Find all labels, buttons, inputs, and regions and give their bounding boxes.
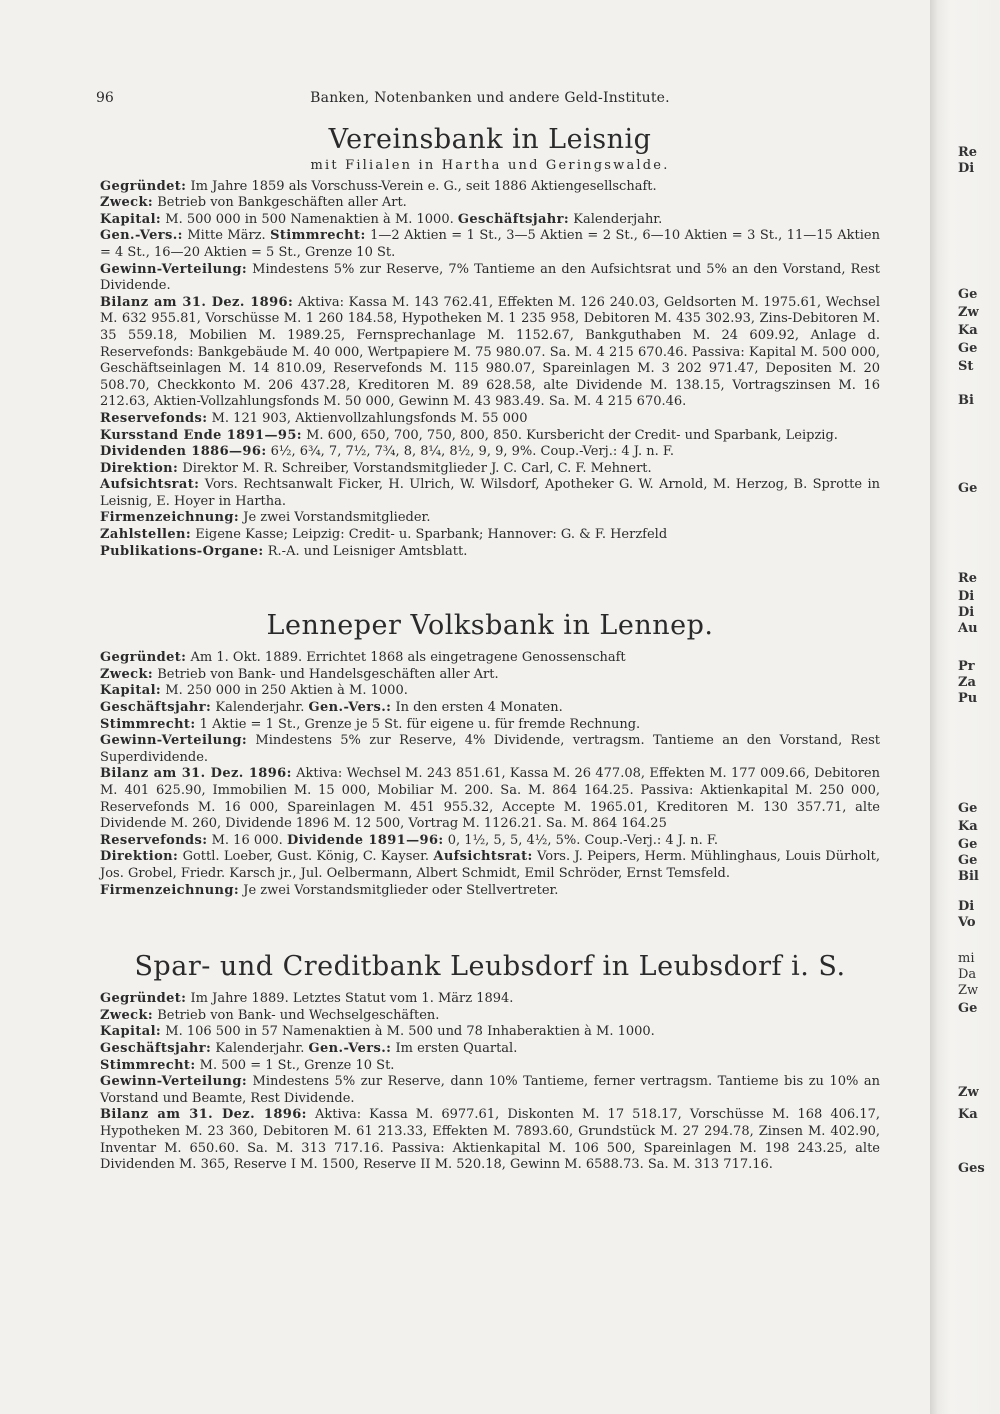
page-body	[96, 90, 880, 1174]
entry-label: Dividenden 1886—96:	[100, 444, 267, 460]
entry-label: Reservefonds:	[100, 832, 208, 848]
entry-label: Gegründet:	[100, 991, 187, 1007]
margin-fragment: Re	[958, 571, 978, 586]
entry-text: Kalenderjahr.	[569, 211, 663, 227]
entry	[100, 527, 880, 544]
entry	[100, 179, 880, 196]
margin-fragment: Au	[958, 621, 978, 636]
firm-title: Lenneper Volksbank in Lennep.	[266, 610, 714, 642]
entry	[100, 833, 880, 850]
margin-fragment: Di	[958, 899, 975, 914]
entry-text: 1—2 Aktien = 1 St., 3—5 Aktien = 2 St., 6—10 Aktien = 3 St., 11—15 Aktien = 4 St., 16—20 Aktien = 5 St., Grenze 10 St.	[100, 228, 880, 260]
entry-label: Bilanz am 31. Dez. 1896:	[100, 1107, 307, 1123]
entry-label: Aufsichtsrat:	[433, 849, 533, 865]
margin-fragment: Ge	[958, 341, 978, 356]
entry-text: Kalenderjahr.	[211, 1040, 309, 1056]
entry-text: Mindestens 5% zur Reserve, 4% Dividende, vertragsm. Tantieme an den Vorstand, Rest Superdividende.	[100, 733, 880, 765]
entry-label: Kapital:	[100, 683, 162, 699]
margin-fragment: Ge	[958, 287, 978, 302]
entry-label: Dividende 1891—96:	[286, 832, 444, 848]
margin-fragment: Ge	[958, 481, 978, 496]
entry-text: Im Jahre 1889. Letztes Statut vom 1. März 1894.	[186, 991, 514, 1007]
entry	[100, 295, 880, 411]
entry	[100, 700, 880, 717]
entry-label: Geschäftsjahr:	[457, 211, 570, 227]
entry-text: In den ersten 4 Monaten.	[391, 700, 563, 716]
entry-label: Zweck:	[100, 1007, 154, 1023]
running-title: Banken, Notenbanken und andere Geld-Institute.	[310, 90, 670, 106]
entry-label: Direktion:	[100, 849, 179, 865]
margin-fragment: Ge	[958, 1001, 978, 1016]
margin-fragment: Di	[958, 605, 975, 620]
firm-section	[100, 951, 880, 1174]
entry-text: Mitte März.	[182, 228, 271, 244]
entry-label: Gewinn-Verteilung:	[100, 1074, 248, 1090]
entry-text: M. 250 000 in 250 Aktien à M. 1000.	[161, 683, 408, 699]
entry-text: Betrieb von Bankgeschäften aller Art.	[153, 195, 407, 211]
entry-text: Aktiva: Wechsel M. 243 851.61, Kassa M. 26 477.08, Effekten M. 177 009.66, Debitoren M. 401 625.90, Immobilien M. 15 000, Mobiliar M. 200. Sa. M. 864 164.25. Passiva: Aktienkapital M. 250 000, Reservefonds M. 16 000, Spareinlagen M. 451 955.32, Accepte M. 1965.01, Kreditoren M. 130 357.71, alte Dividende M. 260, Dividende 1896 M. 12 500, Vortrag M. 1126.21. Sa. M. 864 164.25	[100, 766, 880, 832]
margin-fragment: Vo	[958, 915, 976, 930]
entry	[100, 411, 880, 428]
entry	[100, 195, 880, 212]
entry-text: Je zwei Vorstandsmitglieder.	[239, 510, 431, 526]
entry	[100, 1008, 880, 1025]
entry	[100, 1074, 880, 1107]
entry-label: Gewinn-Verteilung:	[100, 261, 248, 277]
entry	[100, 717, 880, 734]
entry	[100, 991, 880, 1008]
adjacent-page-fragments	[955, 0, 1000, 1414]
entry-label: Zweck:	[100, 195, 154, 211]
margin-fragment: mi	[958, 951, 975, 966]
entry	[100, 849, 880, 882]
entry-label: Kapital:	[100, 211, 162, 227]
running-head	[96, 90, 880, 112]
entry-label: Stimmrecht:	[100, 1057, 196, 1073]
entry-text: Im ersten Quartal.	[391, 1040, 518, 1056]
entry	[100, 477, 880, 510]
entry-text: Im Jahre 1859 als Vorschuss-Verein e. G., seit 1886 Aktiengesellschaft.	[186, 178, 657, 194]
entry-label: Stimmrecht:	[270, 228, 366, 244]
entry-label: Gen.-Vers.:	[308, 700, 392, 716]
entry-label: Gen.-Vers.:	[308, 1040, 392, 1056]
entry	[100, 883, 880, 900]
entry-label: Stimmrecht:	[100, 716, 196, 732]
margin-fragment: Zw	[958, 983, 979, 998]
entry	[100, 1041, 880, 1058]
entry-text: M. 16 000.	[207, 832, 287, 848]
entry-label: Gegründet:	[100, 178, 187, 194]
entry-text: Eigene Kasse; Leipzig: Credit- u. Sparbank; Hannover: G. & F. Herzfeld	[191, 527, 668, 543]
entry	[100, 667, 880, 684]
margin-fragment: Da	[958, 967, 977, 982]
entry-text: Gottl. Loeber, Gust. König, C. Kayser.	[178, 849, 434, 865]
entry-text: Mindestens 5% zur Reserve, 7% Tantieme an den Aufsichtsrat und 5% an den Vorstand, Rest Dividende.	[100, 261, 880, 294]
margin-fragment: St	[958, 359, 974, 374]
entry-text: Direktor M. R. Schreiber, Vorstandsmitglieder J. C. Carl, C. F. Mehnert.	[178, 460, 652, 476]
entry-text: R.-A. und Leisniger Amtsblatt.	[263, 543, 468, 559]
entry-text: M. 500 = 1 St., Grenze 10 St.	[195, 1057, 395, 1073]
margin-fragment: Ges	[958, 1161, 985, 1176]
entry-text: Vors. J. Peipers, Herm. Mühlinghaus, Louis Dürholt, Jos. Grobel, Friedr. Karsch jr., Jul. Oelbermann, Albert Schmidt, Emil Schröder, Ernst Temsfeld.	[100, 849, 880, 881]
entry-text: M. 121 903, Aktienvollzahlungsfonds M. 55 000	[207, 410, 528, 426]
firm-section	[100, 610, 880, 899]
entry	[100, 1024, 880, 1041]
entry-text: Aktiva: Kassa M. 6977.61, Diskonten M. 17 518.17, Vorschüsse M. 168 406.17, Hypotheken M. 23 360, Debitoren M. 61 213.33, Effekten M. 7893.60, Grundstück M. 27 294.78, Zinsen M. 402.90, Inventar M. 650.60. Sa. M. 313 717.16. Passiva: Aktienkapital M. 106 500, Spareinlagen M. 198 243.25, alte Dividenden M. 365, Reserve I M. 1500, Reserve II M. 520.18, Gewinn M. 6588.73. Sa. M. 313 717.16.	[100, 1107, 880, 1173]
entry-label: Kapital:	[100, 1024, 162, 1040]
firm-subtitle: mit Filialen in Hartha und Geringswalde.	[310, 158, 670, 173]
margin-fragment: Ka	[958, 819, 978, 834]
firm-title: Vereinsbank in Leisnig	[328, 124, 652, 155]
entry-text: M. 106 500 in 57 Namenaktien à M. 500 und 78 Inhaberaktien à M. 1000.	[161, 1024, 655, 1040]
entry-label: Geschäftsjahr:	[100, 1040, 212, 1056]
entry-label: Gewinn-Verteilung:	[100, 733, 248, 749]
entry	[100, 510, 880, 527]
entry-text: Betrieb von Bank- und Handelsgeschäften aller Art.	[153, 666, 499, 682]
entry-label: Firmenzeichnung:	[100, 882, 240, 898]
entry	[100, 544, 880, 561]
margin-fragment: Ge	[958, 853, 978, 868]
entry-label: Direktion:	[100, 460, 179, 476]
entry	[100, 683, 880, 700]
section-gap	[100, 560, 880, 598]
entry-label: Kursstand Ende 1891—95:	[100, 427, 302, 443]
margin-fragment: Za	[958, 675, 976, 690]
margin-fragment: Ge	[958, 801, 978, 816]
entry	[100, 262, 880, 295]
margin-fragment: Pr	[958, 659, 975, 674]
entry	[100, 228, 880, 261]
entry-text: 6½, 6¾, 7, 7½, 7¾, 8, 8¼, 8½, 9, 9, 9%. Coup.-Verj.: 4 J. n. F.	[266, 444, 674, 460]
entry-text: Vors. Rechtsanwalt Ficker, H. Ulrich, W. Wilsdorf, Apotheker G. W. Arnold, M. Herzog, B. Sprotte in Leisnig, E. Hoyer in Hartha.	[100, 477, 880, 509]
entry	[100, 766, 880, 832]
firm-sections	[100, 124, 880, 1174]
entry	[100, 461, 880, 478]
entry-label: Zahlstellen:	[100, 527, 192, 543]
entry-text: M. 600, 650, 700, 750, 800, 850. Kursbericht der Credit- und Sparbank, Leipzig.	[301, 427, 838, 443]
entry	[100, 1107, 880, 1173]
margin-fragment: Pu	[958, 691, 978, 706]
entry-text: Am 1. Okt. 1889. Errichtet 1868 als eingetragene Genossenschaft	[186, 650, 626, 666]
entry-label: Bilanz am 31. Dez. 1896:	[100, 294, 294, 310]
margin-fragment: Ge	[958, 837, 978, 852]
entry-text: Betrieb von Bank- und Wechselgeschäften.	[153, 1007, 440, 1023]
entry	[100, 733, 880, 766]
firm-section	[100, 124, 880, 560]
entry-label: Firmenzeichnung:	[100, 510, 240, 526]
entry-label: Zweck:	[100, 666, 154, 682]
entry-label: Aufsichtsrat:	[100, 477, 200, 493]
entry-text: 1 Aktie = 1 St., Grenze je 5 St. für eigene u. für fremde Rechnung.	[195, 716, 641, 732]
entry-text: M. 500 000 in 500 Namenaktien à M. 1000.	[161, 211, 458, 227]
entry-label: Reservefonds:	[100, 410, 208, 426]
margin-fragment: Zw	[958, 305, 979, 320]
entry-label: Gen.-Vers.:	[100, 228, 183, 244]
entry	[100, 444, 880, 461]
entry	[100, 1058, 880, 1075]
entry-text: Kalenderjahr.	[211, 700, 309, 716]
entry	[100, 212, 880, 229]
margin-fragment: Bi	[958, 393, 974, 408]
margin-fragment: Di	[958, 161, 975, 176]
margin-fragment: Zw	[958, 1085, 979, 1100]
entry-text: Aktiva: Kassa M. 143 762.41, Effekten M. 126 240.03, Geldsorten M. 1975.61, Wechsel M. 632 955.81, Vorschüsse M. 1 260 184.58, Hypotheken M. 1 235 958, Debitoren M. 435 302.93, Zins-Debitoren M. 35 559.18, Mobilien M. 1989.25, Fernsprechanlage M. 1152.67, Bankguthaben M. 24 609.92, Anlage d. Reservefonds: Bankgebäude M. 40 000, Wertpapiere M. 75 980.07. Sa. M. 4 215 670.46. Passiva: Kapital M. 500 000, Geschäftseinlagen M. 14 810.09, Reservefonds M. 115 980.07, Spareinlagen M. 3 202 971.47, Depositen M. 20 508.70, Checkkonto M. 206 437.28, Kreditoren M. 89 628.58, alte Dividende M. 138.15, Vortragszinsen M. 16 212.63, Aktien-Vollzahlungsfonds M. 50 000, Gewinn M. 43 983.49. Sa. M. 4 215 670.46.	[100, 294, 880, 410]
section-gap	[100, 899, 880, 939]
entry	[100, 650, 880, 667]
entry-text: 0, 1½, 5, 5, 4½, 5%. Coup.-Verj.: 4 J. n. F.	[443, 832, 718, 848]
entry-label: Gegründet:	[100, 650, 187, 666]
page-number: 96	[96, 90, 114, 106]
margin-fragment: Re	[958, 145, 978, 160]
firm-title: Spar- und Creditbank Leubsdorf in Leubsdorf i. S.	[134, 951, 846, 983]
entry-label: Geschäftsjahr:	[100, 700, 212, 716]
entry	[100, 428, 880, 445]
margin-fragment: Ka	[958, 323, 978, 338]
entry-text: Mindestens 5% zur Reserve, dann 10% Tantieme, ferner vertragsm. Tantieme bis zu 10% an Vorstand und Beamte, Rest Dividende.	[100, 1074, 880, 1106]
margin-fragment: Bil	[958, 869, 979, 884]
margin-fragment: Ka	[958, 1107, 978, 1122]
entry-label: Publikations-Organe:	[100, 543, 264, 559]
entry-label: Bilanz am 31. Dez. 1896:	[100, 766, 292, 782]
entry-text: Je zwei Vorstandsmitglieder oder Stellvertreter.	[239, 882, 559, 898]
margin-fragment: Di	[958, 589, 975, 604]
